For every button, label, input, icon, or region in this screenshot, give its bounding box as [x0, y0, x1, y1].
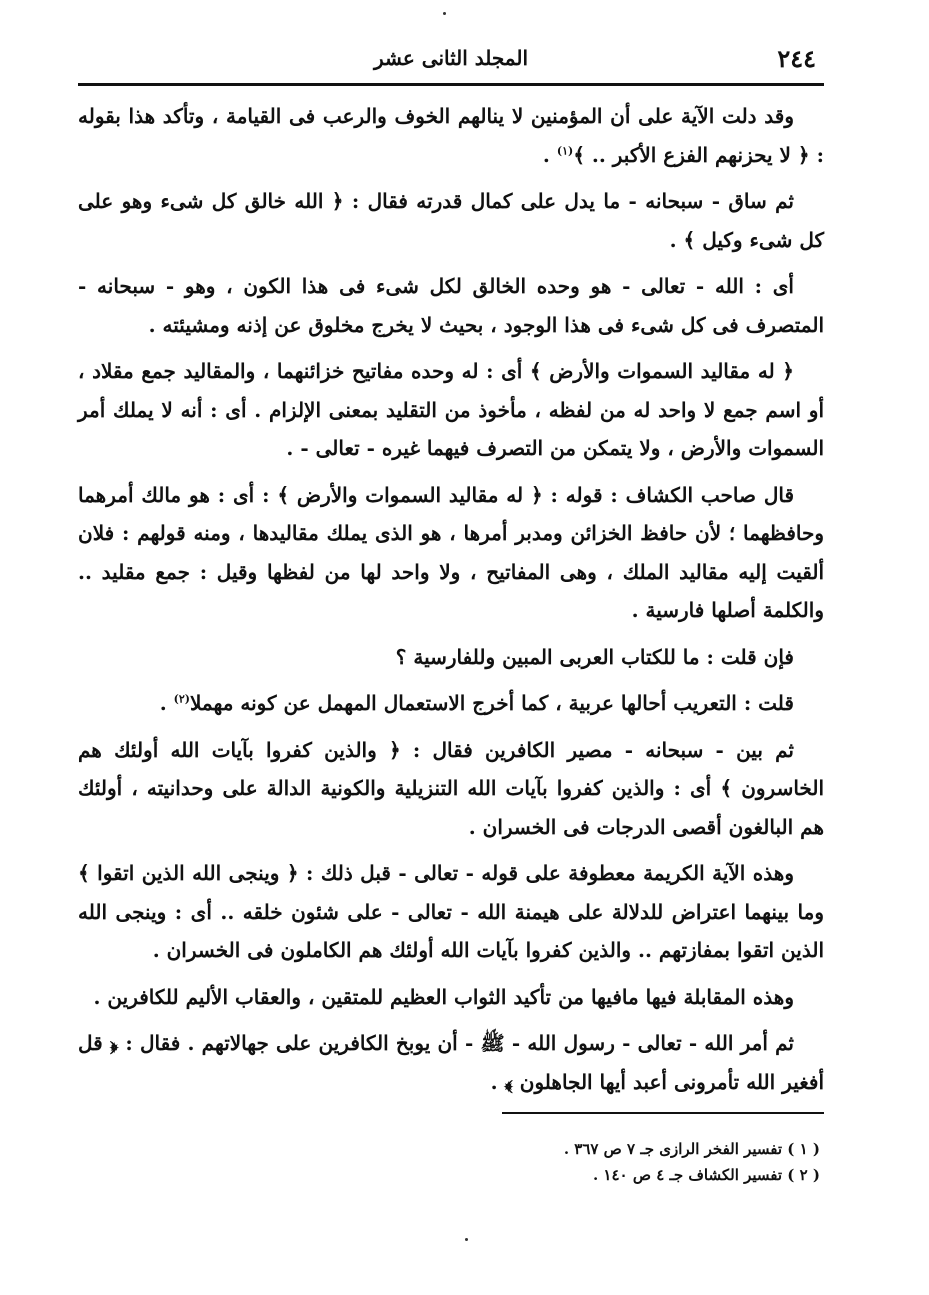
paragraph: أى : الله - تعالى - هو وحده الخالق لكل شىء فى هذا الكون ، وهو - سبحانه - المتصرف فى كل شىء فى هذا الوجود ، بحيث لا يخرج مخلوق عن إذنه ومشيئته . [78, 274, 824, 337]
paragraph [78, 97, 824, 174]
footnote-marker: (٢) [173, 692, 190, 706]
paragraph: ثم أمر الله - تعالى - رسول الله - ﷺ - أن يوبخ الكافرين على جهالاتهم . فقال : ﴿ قل أفغير الله تأمرونى أعبد أيها الجاهلون ﴾ . [78, 1031, 824, 1094]
footnote: ( ٢ ) تفسير الكشاف جـ ٤ ص ١٤٠ . [592, 1166, 820, 1184]
paragraph: ثم بين - سبحانه - مصير الكافرين فقال : ﴿ والذين كفروا بآيات الله أولئك هم الخاسرون ﴾ أى : والذين كفروا بآيات الله التنزيلية والكونية الدالة على وحدانيته ، أولئك هم البالغون أقصى الدرجات فى الخسران . [78, 737, 824, 839]
footnotes [400, 1136, 820, 1188]
paragraph-text: قلت : التعريب أحالها عربية ، كما أخرج الاستعمال المهمل عن كونه مهملا [189, 691, 794, 715]
page-number: ٢٤٤ [777, 44, 816, 73]
paragraph-text: وقد دلت الآية على أن المؤمنين لا ينالهم الخوف والرعب فى القيامة ، وتأكد هذا بقوله : ﴿ لا يحزنهم الفزع الأكبر .. ﴾ [78, 104, 824, 167]
paragraph-tail: . [159, 691, 174, 715]
scan-speck [465, 1238, 468, 1241]
page-header [78, 40, 824, 80]
paragraph [78, 684, 824, 723]
footnote-rule [502, 1112, 824, 1114]
paragraph: وهذه الآية الكريمة معطوفة على قوله - تعالى - قبل ذلك : ﴿ وينجى الله الذين اتقوا ﴾ وما بينهما اعتراض للدلالة على هيمنة الله - تعالى - على شئون خلقه .. أى : وينجى الله الذين اتقوا بمفازتهم .. والذين كفروا بآيات الله أولئك هم الكاملون فى الخسران . [78, 861, 824, 962]
footnote: ( ١ ) تفسير الفخر الرازى جـ ٧ ص ٣٦٧ . [563, 1140, 820, 1158]
footnote-marker: (١) [556, 143, 574, 157]
paragraph: فإن قلت : ما للكتاب العربى المبين وللفارسية ؟ [395, 644, 794, 669]
running-head: المجلد الثانى عشر [374, 46, 528, 70]
paragraph-tail: . [542, 142, 557, 167]
page-body [78, 97, 824, 1109]
paragraph: قال صاحب الكشاف : قوله : ﴿ له مقاليد السموات والأرض ﴾ : أى : هو مالك أمرهما وحافظهما ؛ لأن حافظ الخزائن ومدبر أمرها ، هو الذى يملك مقاليدها ، ومنه قولهم : فلان ألقيت إليه مقاليد الملك ، وهى المفاتيح ، ولا واحد لها من لفظها وقيل : جمع مقليد .. والكلمة أصلها فارسية . [78, 482, 824, 622]
paragraph: ﴿ له مقاليد السموات والأرض ﴾ أى : له وحده مفاتيح خزائنهما ، والمقاليد جمع مقلاد ، أو اسم جمع لا واحد له من لفظه ، مأخوذ من التقليد بمعنى الإلزام . أى : أنه لا يملك أمر السموات والأرض ، ولا يتمكن من التصرف فيهما غيره - تعالى - . [78, 359, 824, 460]
header-rule [78, 83, 824, 86]
scan-speck [443, 12, 446, 15]
paragraph: ثم ساق - سبحانه - ما يدل على كمال قدرته فقال : ﴿ الله خالق كل شىء وهو على كل شىء وكيل ﴾ . [78, 189, 824, 252]
paragraph: وهذه المقابلة فيها مافيها من تأكيد الثواب العظيم للمتقين ، والعقاب الأليم للكافرين . [93, 984, 794, 1009]
